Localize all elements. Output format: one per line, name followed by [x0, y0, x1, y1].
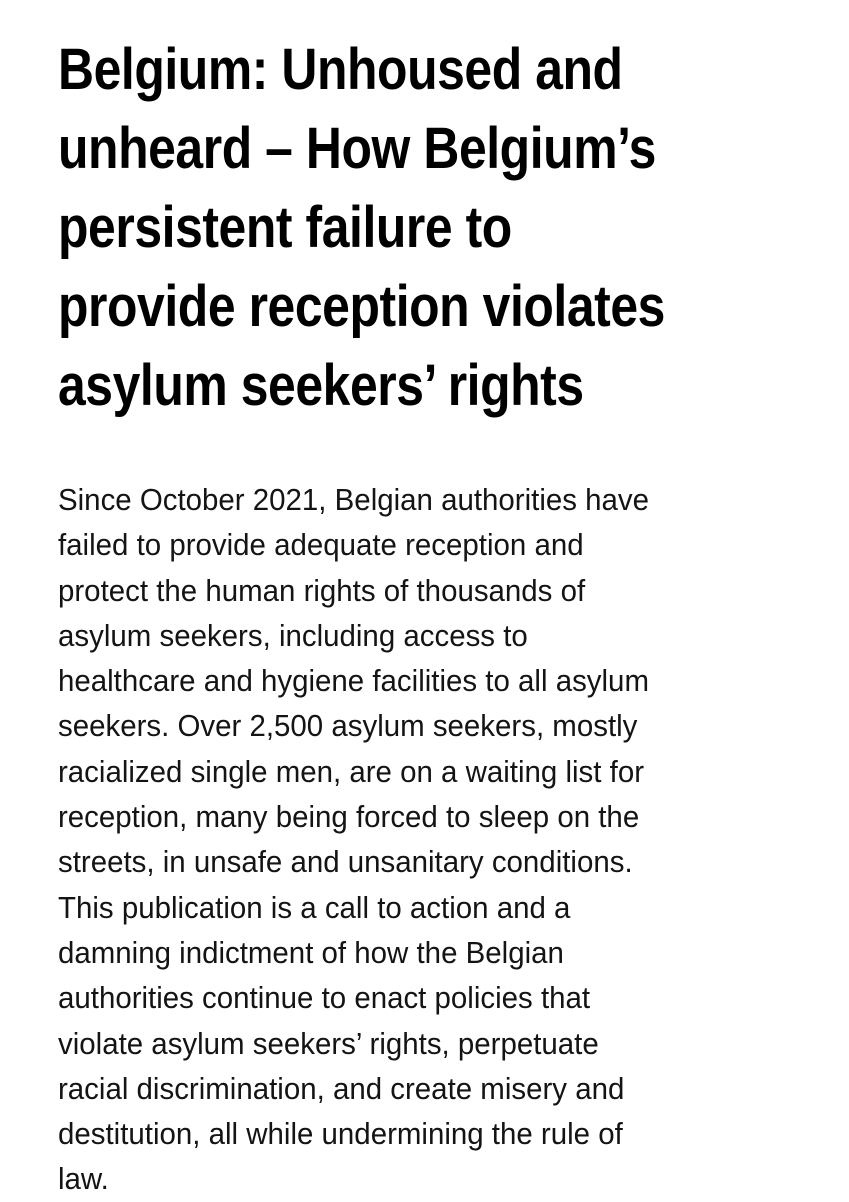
article-summary: Since October 2021, Belgian authorities have failed to provide adequate reception and protect the human rights of thousands of asylum seekers, including access to healthcare and hygiene facilities to all asylum seekers. Over 2,500 asylum seekers, mostly racialized single men, are on a waiting list for reception, many being forced to sleep on the streets, in unsafe and unsanitary conditions. This publication is a call to action and a damning indictment of how the Belgian authorities continue to enact policies that violate asylum seekers’ rights, perpetuate racial discrimination, and create misery and destitution, all while undermining the rule of law. — [58, 482, 650, 1197]
article — [58, 30, 798, 1197]
article-headline: Belgium: Unhoused and unheard – How Belgium’s persistent failure to provide reception violates asylum seekers’ rights — [58, 37, 665, 418]
